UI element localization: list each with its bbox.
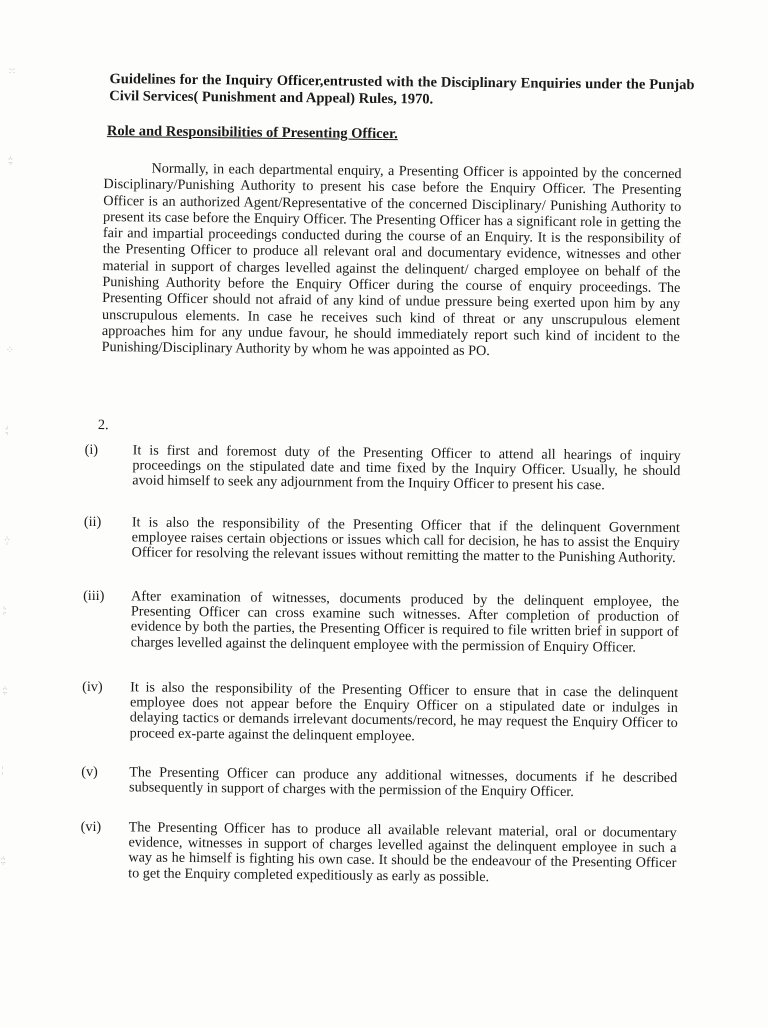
scan-artifact: ¦ [1, 765, 3, 777]
list-item-text: After examination of witnesses, documents produced by the delinquent employee, the Presenting Officer can cross examine such witnesses. After completion of production of evidence by both the parties, the Presenting Officer is required to file written brief in support of charges levelled against the delinquent employee with the permission of Enquiry Officer. [130, 588, 680, 656]
scan-artifact: :¦ [4, 425, 8, 437]
intro-paragraph: Normally, in each departmental enquiry, a Presenting Officer is appointed by the concerned Disciplinary/Punishing Authority to present his case before the Enquiry Officer. The Presenting Officer is an authorized Agent/Representative of the concerned Disciplinary/ Punishing Authority to present its case before the Enquiry Officer. The Presenting Officer has a significant role in getting the fair and impartial proceedings conducted during the course of an Enquiry. It is the responsibility of the Presenting Officer to produce all relevant oral and documentary evidence, witnesses and other material in support of charges levelled against the delinquent/ charged employee on behalf of the Punishing Authority before the Enquiry Officer during the course of enquiry proceedings. The Presenting Officer should not afraid of any kind of undue pressure being exerted upon him by any unscrupulous elements. In case he receives such kind of threat or any unscrupulous element approaches him for any undue favour, he should immediately report such kind of incident to the Punishing/Disciplinary Authority by whom he was appointed as PO. [101, 160, 682, 360]
scan-artifact: ¦: [2, 605, 6, 617]
list-item-text: The Presenting Officer has to produce all available relevant material, oral or documentary evidence, witnesses in support of charges levelled against the delinquent employee in such a way as he himself is fighting his own case. It should be the endeavour of the Presenting Officer to get the Enquiry completed expeditiously as early as possible. [128, 819, 677, 885]
list-item [82, 680, 679, 747]
list-item-number: (ii) [83, 513, 102, 531]
section-number: 2. [97, 416, 109, 434]
list-item-number: (i) [84, 441, 99, 459]
scan-artifact: :¦: [7, 155, 13, 167]
scan-artifact: :¦: [2, 685, 7, 697]
scan-artifact: :¦: [0, 855, 5, 867]
list-item-number: (vi) [80, 818, 102, 836]
scan-artifact: :·: [8, 65, 15, 77]
list-item [83, 515, 679, 567]
list-item-number: (iv) [82, 678, 103, 696]
list-item-text: It is also the responsibility of the Presenting Officer that if the delinquent Government employee raises certain objections or issues which call for decision, he has to assist the Enquiry Officer for resolving the relevant issues without remitting the matter to the Punishing Authority. [131, 514, 680, 567]
list-item-text: It is first and foremost duty of the Presenting Officer to attend all hearings of inquiry proceedings on the stipulated date and time fixed by the Inquiry Officer. Usually, he should avoid himself to seek any adjournment from the Inquiry Officer to present his case. [132, 442, 681, 494]
list-item [80, 820, 677, 887]
list-item-text: It is also the responsibility of the Presenting Officer to ensure that in case the delinquent employee does not appear before the Enquiry Officer on a stipulated date or indulges in delaying tactics or demands irrelevant documents/record, he may request the Enquiry Officer to proceed ex-parte against the delinquent employee. [129, 679, 679, 744]
document-title: Guidelines for the Inquiry Officer,entrusted with the Disciplinary Enquiries under the Punjab Civil Services( Punishment and Appeal) Rules, 1970. [109, 71, 695, 108]
list-item [83, 589, 680, 656]
list-item-number: (v) [81, 763, 98, 781]
list-item-text: The Presenting Officer can produce any additional witnesses, documents if he described subsequently in support of charges with the permission of the Enquiry Officer. [129, 764, 678, 801]
list-item [81, 765, 677, 802]
scan-artifact: ⁘ [5, 345, 14, 357]
section-heading: Role and Responsibilities of Presenting Officer. [106, 123, 398, 143]
list-item [84, 443, 680, 495]
list-item-number: (iii) [83, 587, 105, 605]
scan-artifact: ·¦· [3, 535, 10, 547]
